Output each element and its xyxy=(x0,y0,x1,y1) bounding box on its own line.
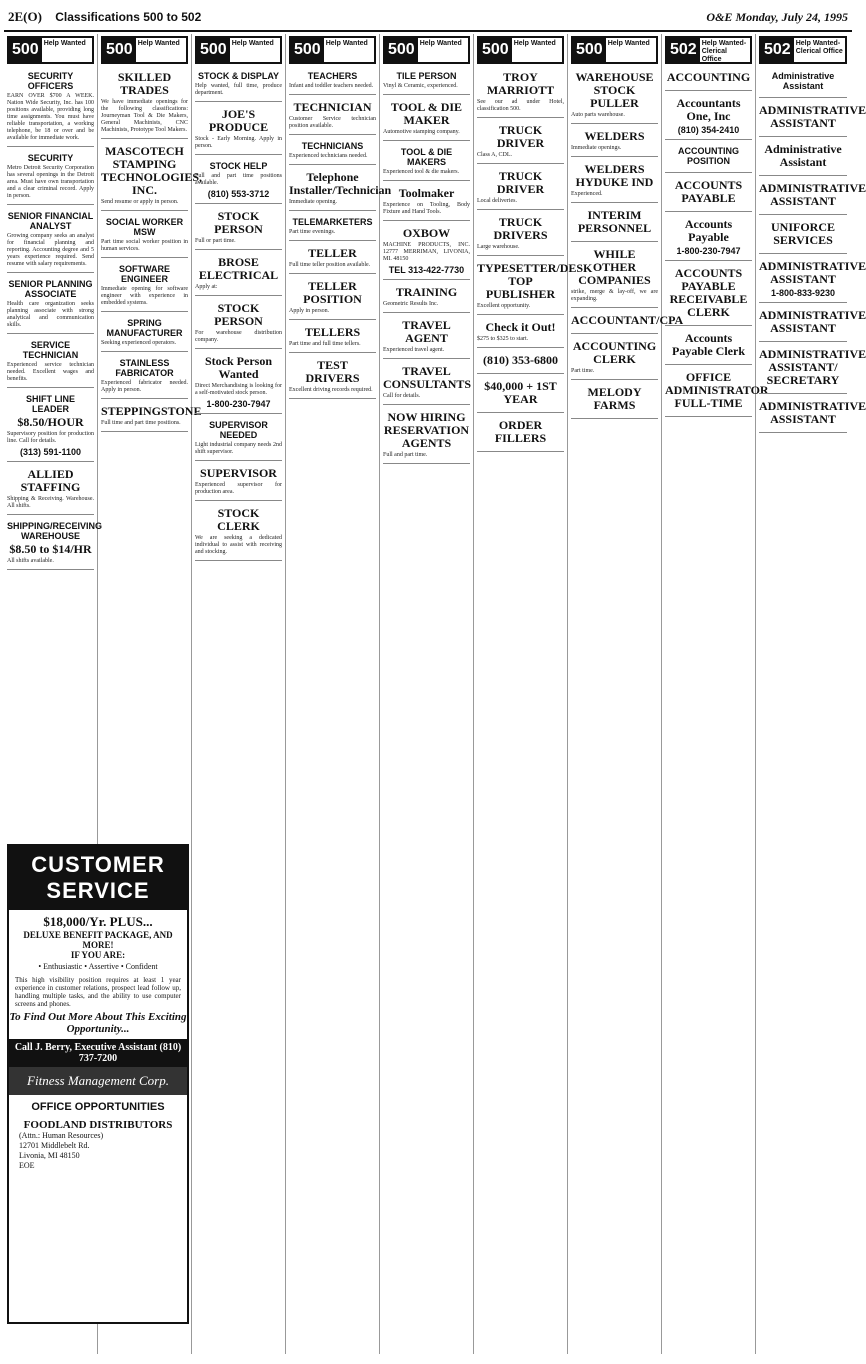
address-line: 12701 Middlebelt Rd. xyxy=(19,1141,90,1150)
ad-body: We have immediate openings for the following classifications: Journeyman Tool & Die Makers, General Machinists, CNC Machinists, Prototype Tool Makers. xyxy=(101,99,188,133)
ad-body: Shipping & Receiving. Warehouse. All shifts. xyxy=(7,496,94,509)
ad-body: Call for details. xyxy=(383,393,421,399)
ad-body: Geometric Results Inc. xyxy=(383,301,439,307)
classification-badge xyxy=(101,36,188,64)
classification-number: 500 xyxy=(197,38,230,62)
classified-ad xyxy=(383,144,470,181)
classified-ad xyxy=(571,245,658,308)
ad-body: Seeking experienced operators. xyxy=(101,340,177,346)
ad-subheading: STOCK & DISPLAY xyxy=(197,71,280,81)
ad-body: Immediate openings. xyxy=(571,145,622,151)
classified-ad xyxy=(383,408,470,464)
ad-heading: NOW HIRING RESERVATION AGENTS xyxy=(383,410,470,450)
classified-ad xyxy=(477,213,564,256)
ad-body: Part time and full time tellers. xyxy=(289,341,361,347)
classification-number: 500 xyxy=(9,38,42,62)
ad-heading: OXBOW xyxy=(402,226,451,240)
ad-phone: (810) 354-2410 xyxy=(677,125,740,135)
address-line: (Attn.: Human Resources) xyxy=(19,1131,104,1140)
classified-ad xyxy=(665,94,752,140)
ad-body: Automotive stamping company. xyxy=(383,129,460,135)
classified-ad xyxy=(289,98,376,135)
classified-ad xyxy=(289,323,376,353)
classification-label: Help Wanted xyxy=(325,40,368,47)
classified-ad xyxy=(289,168,392,211)
ad-heading: $40,000 + 1ST YEAR xyxy=(484,379,557,406)
ad-heading: WELDERS xyxy=(584,129,645,143)
ad-heading: Check it Out! xyxy=(485,320,556,334)
classification-label: Help Wanted xyxy=(231,40,274,47)
ad-heading: $8.50/HOUR xyxy=(17,415,84,429)
classified-ad xyxy=(101,68,188,139)
classified-ad xyxy=(7,337,94,388)
classified-ad xyxy=(759,179,866,215)
ad-body: Send resume or apply in person. xyxy=(101,199,179,205)
classified-ad xyxy=(477,351,564,374)
ad-heading: ALLIED STAFFING xyxy=(20,467,81,494)
classified-ad xyxy=(195,504,282,561)
ad-subheading: SHIPPING/RECEIVING WAREHOUSE xyxy=(7,521,103,541)
ad-heading: TRAVEL CONSULTANTS xyxy=(383,364,472,391)
promo-call: Call J. Berry, Executive Assistant (810) 737-7200 xyxy=(9,1039,187,1067)
classified-ad xyxy=(383,362,470,405)
classified-ad xyxy=(195,299,282,349)
ad-subheading: ACCOUNTING POSITION xyxy=(678,146,739,166)
ad-body: Full time and part time positions. xyxy=(101,420,181,426)
ad-body: Full time teller position available. xyxy=(289,262,371,268)
classified-ad xyxy=(477,259,593,315)
ad-body: Experienced technicians needed. xyxy=(289,153,368,159)
ad-heading: Administrative Assistant xyxy=(764,142,842,169)
classified-ad xyxy=(289,214,376,241)
ad-heading: ADMINISTRATIVE ASSISTANT xyxy=(759,181,866,208)
ad-subheading: SENIOR PLANNING ASSOCIATE xyxy=(8,279,93,299)
ad-subheading: SPRING MANUFACTURER xyxy=(106,318,183,338)
classified-ad xyxy=(7,68,94,147)
classified-ad xyxy=(195,417,282,461)
ad-body: For warehouse distribution company. xyxy=(195,330,282,343)
ad-heading: Stock Person Wanted xyxy=(205,354,272,381)
classified-ad xyxy=(571,311,684,334)
ad-body: Vinyl & Ceramic, experienced. xyxy=(383,83,458,89)
ad-phone: (810) 553-3712 xyxy=(207,189,270,199)
ad-subheading: SENIOR FINANCIAL ANALYST xyxy=(7,211,94,231)
ad-body: Customer Service technician position available. xyxy=(289,116,376,129)
ad-heading: TRUCK DRIVER xyxy=(496,169,545,196)
ad-heading: STEPPINGSTONE xyxy=(101,404,202,418)
classification-badge xyxy=(195,36,282,64)
classified-ad xyxy=(195,68,282,102)
ad-body: Immediate opening for software engineer with experience in embedded systems. xyxy=(101,286,188,306)
ad-subheading: SHIFT LINE LEADER xyxy=(26,394,75,414)
classification-number: 500 xyxy=(385,38,418,62)
classified-ad xyxy=(383,224,470,280)
ad-heading: TRUCK DRIVER xyxy=(496,123,545,150)
ad-body: MACHINE PRODUCTS, INC. 12777 MERRIMAN, LIVONIA, MI. 48150 xyxy=(383,242,470,262)
ad-body: Experienced supervisor for production area. xyxy=(195,482,282,495)
ad-subheading: TILE PERSON xyxy=(396,71,457,81)
ad-body: Class A, CDL. xyxy=(477,152,513,158)
ad-heading: ADMINISTRATIVE ASSISTANT xyxy=(759,259,866,286)
classification-label: Help Wanted xyxy=(607,40,650,47)
classification-label: Help Wanted xyxy=(513,40,556,47)
classified-ad xyxy=(759,68,847,98)
ad-subheading: SECURITY xyxy=(27,153,74,163)
classified-ad xyxy=(101,355,188,399)
ad-body: $275 to $325 to start. xyxy=(477,336,529,342)
classified-ad xyxy=(665,143,752,173)
ad-body: Light industrial company needs 2nd shift supervisor. xyxy=(195,442,282,455)
classified-ad xyxy=(383,98,470,141)
ad-heading: $8.50 to $14/HR xyxy=(9,542,92,556)
foodland-company: FOODLAND DISTRIBUTORS xyxy=(23,1119,173,1131)
ad-body: All shifts available. xyxy=(7,558,54,564)
ad-heading: MELODY FARMS xyxy=(587,385,642,412)
ad-heading: ACCOUNTS PAYABLE xyxy=(674,178,743,205)
ad-body: Full and part time positions available. xyxy=(195,173,282,186)
ad-heading: STOCK CLERK xyxy=(217,506,260,533)
header-right xyxy=(706,10,848,25)
ad-heading: TECHNICIAN xyxy=(293,100,372,114)
promo-pay: $18,000/Yr. PLUS... xyxy=(43,914,153,929)
ad-subheading: SERVICE TECHNICIAN xyxy=(22,340,79,360)
ad-heading: ACCOUNTANT/CPA xyxy=(571,313,684,327)
ad-heading: TOOL & DIE MAKER xyxy=(390,100,463,127)
classified-ad xyxy=(571,337,658,380)
ad-body: Part time social worker position in human services. xyxy=(101,239,188,252)
classified-ad xyxy=(101,142,203,211)
classified-ad xyxy=(759,140,847,176)
ad-body: We are seeking a dedicated individual to assist with receiving and stocking. xyxy=(195,535,282,555)
classified-ad xyxy=(289,277,376,320)
ad-heading: MASCOTECH STAMPING TECHNOLOGIES, INC. xyxy=(101,144,203,197)
classification-label: Help Wanted-Clerical Office xyxy=(795,40,843,55)
ad-heading: TELLER xyxy=(308,246,357,260)
ad-heading: STOCK PERSON xyxy=(214,209,263,236)
classification-label: Help Wanted xyxy=(419,40,462,47)
classification-badge xyxy=(759,36,847,64)
ad-body: See our ad under Hotel, classification 500. xyxy=(477,99,564,112)
classified-ad xyxy=(477,68,564,118)
classification-number: 500 xyxy=(291,38,324,62)
ad-heading: Accounts Payable xyxy=(684,217,733,244)
ad-body: Part time. xyxy=(571,368,595,374)
classified-ad xyxy=(759,101,866,137)
ad-heading: ADMINISTRATIVE ASSISTANT/ SECRETARY xyxy=(759,347,866,387)
classified-ad xyxy=(195,253,282,296)
classification-label: Help Wanted xyxy=(137,40,180,47)
classified-ad xyxy=(7,208,94,273)
ad-subheading: Administrative Assistant xyxy=(771,71,835,91)
ad-heading: TRUCK DRIVERS xyxy=(493,215,548,242)
ad-body: Infant and toddler teachers needed. xyxy=(289,83,374,89)
ad-phone: 1-800-230-7947 xyxy=(206,399,271,409)
classified-ad xyxy=(289,356,376,399)
classified-ad xyxy=(7,391,94,462)
ad-heading: ACCOUNTING CLERK xyxy=(572,339,657,366)
ad-body: Apply in person. xyxy=(289,308,330,314)
ad-subheading: STOCK HELP xyxy=(209,161,268,171)
ad-phone: 1-800-230-7947 xyxy=(676,246,741,256)
ad-heading: TROY MARRIOTT xyxy=(486,70,555,97)
ad-heading: WAREHOUSE STOCK PULLER xyxy=(575,70,654,110)
ad-subheading: SOFTWARE ENGINEER xyxy=(119,264,170,284)
ad-body: Stock - Early Morning. Apply in person. xyxy=(195,136,282,149)
ad-phone: 1-800-833-9230 xyxy=(770,288,836,298)
classified-ad xyxy=(477,416,564,452)
ad-body: Experienced service technician needed. Excellent wages and benefits. xyxy=(7,362,94,382)
ad-body: Experienced. xyxy=(571,191,603,197)
ad-body: Experienced travel agent. xyxy=(383,347,445,353)
ad-heading: OFFICE ADMINISTRATOR FULL-TIME xyxy=(665,370,769,410)
ad-heading: WELDERS HYDUKE IND xyxy=(575,162,654,189)
ad-heading: UNIFORCE SERVICES xyxy=(770,220,835,247)
address-line: EOE xyxy=(19,1161,35,1170)
classified-ad xyxy=(195,207,282,250)
ad-heading: ACCOUNTS PAYABLE RECEIVABLE CLERK xyxy=(669,266,748,319)
promo-firm: Fitness Management Corp. xyxy=(9,1067,187,1095)
classified-ad xyxy=(101,261,188,312)
classified-ad xyxy=(477,318,564,348)
ad-subheading: TEACHERS xyxy=(307,71,358,81)
ad-body: EARN OVER $700 A WEEK. Nation Wide Security, Inc. has 100 positions available, providing long time assignments. You must have reliable transportation, a working telephone, be 18 or over and be available for immediate work. xyxy=(7,93,94,141)
classified-column xyxy=(662,34,769,1354)
ad-body: Excellent opportunity. xyxy=(477,303,531,309)
classified-column xyxy=(380,34,474,1354)
ad-subheading: TOOL & DIE MAKERS xyxy=(400,147,453,167)
ad-body: Apply at: xyxy=(195,284,218,290)
classified-ad xyxy=(101,315,188,352)
newspaper-page xyxy=(4,4,866,1360)
foodland-address xyxy=(9,1131,187,1171)
ad-heading: SUPERVISOR xyxy=(200,466,277,480)
publication-name: O&E xyxy=(706,9,733,24)
classification-number: 502 xyxy=(667,38,700,62)
classified-column xyxy=(286,34,392,1354)
classified-ad xyxy=(289,244,376,274)
promo-description: This high visibility position requires at least 1 year experience in customer relations, prospect lead follow up, handling multiple tasks, and the ability to use computer screens and phones. xyxy=(15,976,181,1008)
classified-ad xyxy=(7,150,94,205)
page-header xyxy=(4,4,852,32)
classification-label: Help Wanted-Clerical Office xyxy=(701,40,747,63)
section-title: Classifications 500 to 502 xyxy=(55,10,202,24)
classified-ad xyxy=(665,68,752,91)
ad-heading: INTERIM PERSONNEL xyxy=(577,208,652,235)
ad-body: Help wanted, full time, produce department. xyxy=(195,83,282,96)
classified-ad xyxy=(195,158,282,204)
classified-ad xyxy=(759,218,847,254)
ad-subheading: STAINLESS FABRICATOR xyxy=(115,358,174,378)
classified-ad xyxy=(383,316,470,359)
promo-traits: • Enthusiastic • Assertive • Confident xyxy=(38,962,158,971)
classification-badge xyxy=(7,36,94,64)
ad-body: Experienced fabricator needed. Apply in person. xyxy=(101,380,188,393)
classified-ad xyxy=(759,397,866,433)
classification-number: 500 xyxy=(479,38,512,62)
classified-ad xyxy=(571,127,658,157)
ad-heading: TYPESETTER/DESK TOP PUBLISHER xyxy=(477,261,593,301)
classified-ad xyxy=(7,276,94,334)
classified-ad xyxy=(665,264,752,326)
promo-find-out: To Find Out More About This Exciting Opportunity... xyxy=(9,1011,187,1035)
ad-body: Large warehouse. xyxy=(477,244,520,250)
classified-ad xyxy=(665,368,769,417)
classification-badge xyxy=(665,36,752,64)
office-opportunities-title: OFFICE OPPORTUNITIES xyxy=(31,1101,165,1113)
classification-number: 500 xyxy=(103,38,136,62)
classified-ad xyxy=(7,518,103,570)
ad-heading: TRAINING xyxy=(395,285,458,299)
ad-heading: Accountants One, Inc xyxy=(676,96,741,123)
classified-ad xyxy=(195,464,282,501)
classified-ad xyxy=(477,167,564,210)
ad-heading: ORDER FILLERS xyxy=(494,418,547,445)
classification-number: 500 xyxy=(573,38,606,62)
ad-body: Local deliveries. xyxy=(477,198,517,204)
ad-body: Experience on Tooling, Body Fixture and Hand Tools. xyxy=(383,202,470,215)
ad-heading: TELLER POSITION xyxy=(303,279,362,306)
ad-heading: TEST DRIVERS xyxy=(305,358,360,385)
classified-ad xyxy=(759,257,866,303)
classification-badge xyxy=(571,36,658,64)
ad-body: Auto parts warehouse. xyxy=(571,112,625,118)
ad-body: Health care organization seeks planning associate with strong analytical and communication skills. xyxy=(7,301,94,328)
ad-heading: JOE'S PRODUCE xyxy=(208,107,269,134)
header-left xyxy=(8,9,201,25)
classified-ad xyxy=(383,184,470,221)
page-number: 2E(O) xyxy=(8,9,42,24)
classified-ad xyxy=(571,206,658,242)
ad-body: Direct Merchandising is looking for a self-motivated stock person. xyxy=(195,383,282,396)
ad-heading: Accounts Payable Clerk xyxy=(672,331,745,358)
classified-ad xyxy=(383,68,470,95)
ad-heading: Toolmaker xyxy=(398,186,455,200)
promo-benefit: DELUXE BENEFIT PACKAGE, AND MORE! xyxy=(23,930,173,950)
classified-ad xyxy=(195,352,282,414)
ad-subheading: SOCIAL WORKER MSW xyxy=(105,217,184,237)
classified-ad xyxy=(289,68,376,95)
classified-ad xyxy=(571,68,658,124)
ad-subheading: SECURITY OFFICERS xyxy=(27,71,74,91)
ad-heading: (810) 353-6800 xyxy=(483,353,558,367)
classified-ad xyxy=(383,283,470,313)
ad-heading: WHILE OTHER COMPANIES xyxy=(578,247,651,287)
classification-badge xyxy=(477,36,564,64)
ad-heading: TRAVEL AGENT xyxy=(402,318,451,345)
classified-ad xyxy=(477,377,564,413)
classified-ad xyxy=(571,383,658,419)
ad-body: Full or part time. xyxy=(195,238,236,244)
classified-ad xyxy=(195,105,282,155)
promo-if-you-are: IF YOU ARE: xyxy=(70,950,126,960)
ad-heading: ADMINISTRATIVE ASSISTANT xyxy=(759,399,866,426)
ad-heading: TELLERS xyxy=(304,325,361,339)
classified-ad xyxy=(289,138,376,165)
classified-column xyxy=(192,34,286,1354)
classified-ad xyxy=(477,121,564,164)
ad-phone: (313) 591-1100 xyxy=(19,447,82,457)
classified-ad xyxy=(571,160,658,203)
classified-ad xyxy=(665,176,752,212)
ad-body: Part time evenings. xyxy=(289,229,336,235)
promo-title: CUSTOMER SERVICE xyxy=(9,846,187,910)
address-line: Livonia, MI 48150 xyxy=(19,1151,80,1160)
ad-subheading: SUPERVISOR NEEDED xyxy=(209,420,268,440)
classified-ad xyxy=(665,215,752,261)
ad-heading: ADMINISTRATIVE ASSISTANT xyxy=(759,308,866,335)
ad-heading: ACCOUNTING xyxy=(666,70,751,84)
ad-body: Growing company seeks an analyst for financial planning and reporting. Accounting degree and 5 years experience required. Send resume with salary requirements. xyxy=(7,233,94,267)
customer-service-promo xyxy=(7,844,189,1324)
classification-badge xyxy=(383,36,470,64)
ad-subheading: TELEMARKETERS xyxy=(292,217,373,227)
ad-heading: STOCK PERSON xyxy=(214,301,263,328)
ad-heading: Telephone Installer/Technician xyxy=(289,170,392,197)
ad-body: Experienced tool & die makers. xyxy=(383,169,460,175)
ad-subheading: TECHNICIANS xyxy=(301,141,364,151)
ad-body: strike, merge & lay-off, we are expanding. xyxy=(571,289,658,302)
ad-body: Supervisory position for production line. Call for details. xyxy=(7,431,94,444)
ad-body: Immediate opening. xyxy=(289,199,337,205)
ad-heading: BROSE ELECTRICAL xyxy=(198,255,279,282)
ad-heading: SKILLED TRADES xyxy=(117,70,172,97)
ad-body: Excellent driving records required. xyxy=(289,387,373,393)
classified-ad xyxy=(665,329,752,365)
ad-heading: ADMINISTRATIVE ASSISTANT xyxy=(759,103,866,130)
classified-ad xyxy=(101,214,188,258)
classification-badge xyxy=(289,36,376,64)
classified-ad xyxy=(101,402,202,432)
ad-body: Full and part time. xyxy=(383,452,428,458)
classified-ad xyxy=(759,345,866,394)
classified-ad xyxy=(7,465,94,515)
ad-phone: TEL 313-422-7730 xyxy=(388,265,465,275)
classified-column xyxy=(756,34,866,1354)
publication-date: Monday, July 24, 1995 xyxy=(735,9,848,24)
classification-number: 502 xyxy=(761,38,794,62)
classification-label: Help Wanted xyxy=(43,40,86,47)
ad-body: Metro Detroit Security Corporation has several openings in the Detroit area. Must have own transportation and a clear criminal record. Apply in person. xyxy=(7,165,94,199)
classified-ad xyxy=(759,306,866,342)
